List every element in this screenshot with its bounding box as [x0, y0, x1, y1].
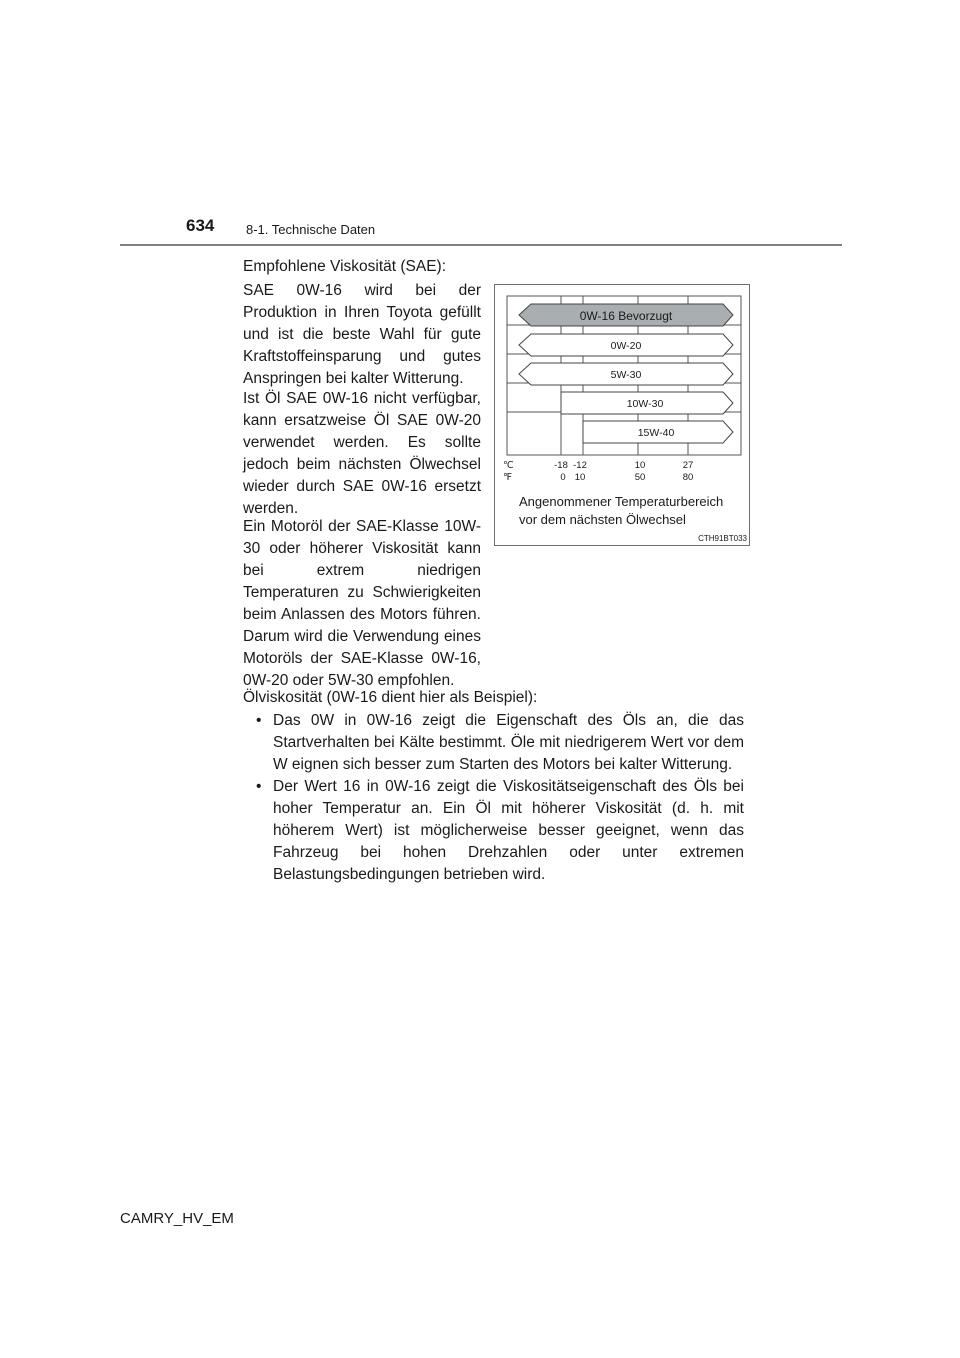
- figure-code: CTH91BT033: [698, 534, 747, 543]
- celsius-unit-label: ℃: [503, 460, 514, 471]
- section-title: 8-1. Technische Daten: [246, 222, 376, 237]
- tick-label-c-27: 27: [682, 460, 694, 471]
- band-label-0w-16: 0W-16 Bevorzugt: [579, 309, 673, 323]
- paragraph-production-oil: SAE 0W-16 wird bei der Produktion in Ihren Toyota gefüllt und ist die beste Wahl für gute Kraftstoffeinsparung und gutes Anspringen bei kalter Witterung.: [243, 282, 481, 387]
- tick-label-c-minus18: -18: [554, 460, 568, 471]
- tick-label-c-minus12: -12: [573, 460, 587, 471]
- viscosity-section-title: Ölviskosität (0W-16 dient hier als Beispiel):: [243, 689, 538, 706]
- page-number: 634: [186, 216, 215, 235]
- band-label-5w-30: 5W-30: [610, 369, 642, 381]
- band-label-15w-40: 15W-40: [637, 427, 675, 439]
- tick-label-f-80: 80: [682, 472, 694, 483]
- tick-label-f-50: 50: [634, 472, 646, 483]
- list-item: • Der Wert 16 in 0W-16 zeigt die Viskositätseigenschaft des Öls bei hoher Temperatur an. Ein Öl mit höherer Viskosität (d. h. mit höherem Wert) ist möglicherweise besser geeignet, wenn das Fahrzeug bei hohen Drehzahlen oder unter extremen Belastungsbedingungen betrieben wird.: [256, 778, 744, 883]
- viscosity-temperature-chart: [494, 284, 750, 546]
- band-label-10w-30: 10W-30: [626, 398, 664, 410]
- chart-caption-line1: Angenommener Temperaturbereich: [519, 494, 724, 509]
- fahrenheit-unit-label: ℉: [503, 472, 513, 483]
- bullet-symbol: •: [256, 778, 262, 795]
- tick-label-f-0: 0: [560, 472, 566, 483]
- tick-label-f-10: 10: [574, 472, 586, 483]
- paragraph-high-viscosity-warning: Ein Motoröl der SAE-Klasse 10W-30 oder höherer Viskosität kann bei extrem niedrigen Temperaturen zu Schwierigkeiten beim Anlassen des Motors führen. Darum wird die Verwendung eines Motoröls der SAE-Klasse 0W-16, 0W-20 oder 5W-30 empfohlen.: [243, 518, 481, 689]
- viscosity-bullet-list: [256, 710, 744, 886]
- tick-label-c-10: 10: [634, 460, 646, 471]
- chart-caption-line2: vor dem nächsten Ölwechsel: [519, 512, 686, 527]
- intro-label: Empfohlene Viskosität (SAE):: [243, 258, 447, 275]
- bullet-symbol: •: [256, 712, 262, 729]
- band-label-0w-20: 0W-20: [610, 340, 642, 352]
- paragraph-substitute-oil: Ist Öl SAE 0W-16 nicht verfügbar, kann ersatzweise Öl SAE 0W-20 verwendet werden. Es sollte jedoch beim nächsten Ölwechsel wieder durch SAE 0W-16 ersetzt werden.: [243, 390, 481, 517]
- list-item: • Das 0W in 0W-16 zeigt die Eigenschaft des Öls an, die das Startverhalten bei Kälte bestimmt. Öle mit niedrigerem Wert vor dem W eignen sich besser zum Starten des Motors bei kalter Witterung.: [256, 712, 744, 773]
- header-rule: [120, 244, 842, 246]
- footer-model-code: CAMRY_HV_EM: [120, 1210, 234, 1227]
- viscosity-chart-svg: [495, 285, 751, 547]
